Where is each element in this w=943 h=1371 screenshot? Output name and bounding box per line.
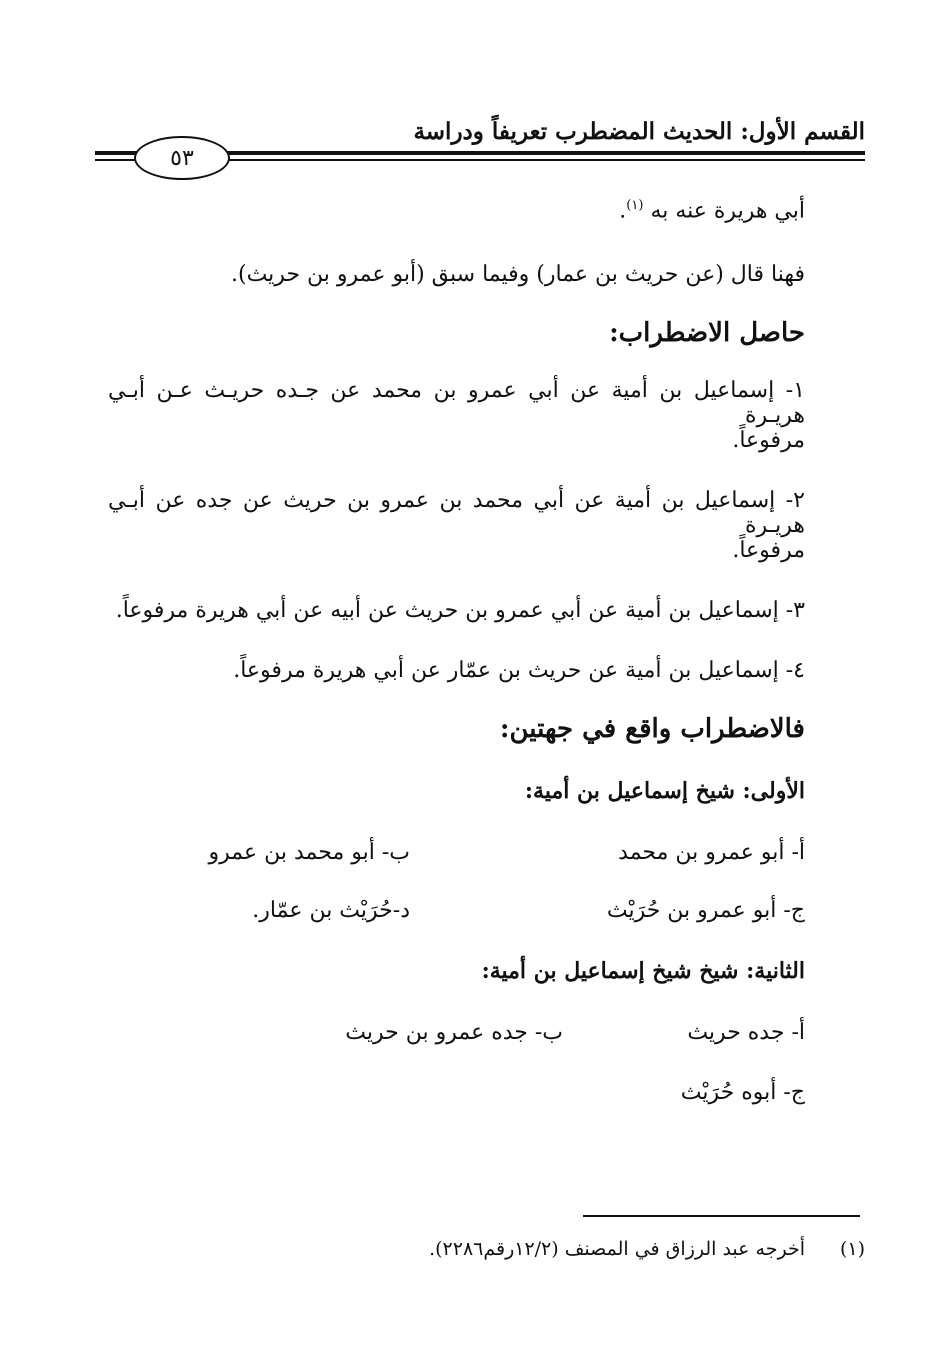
footnote-number: (١) <box>839 1238 865 1260</box>
heading-two-aspects: فالاضطراب واقع في جهتين: <box>499 714 805 744</box>
page-number-oval <box>134 136 230 180</box>
second-option-a: أ- جده حريث <box>687 1020 805 1045</box>
body-line-2: فهنا قال (عن حريث بن عمار) وفيما سبق (أبو عمرو بن حريث). <box>231 262 805 287</box>
item-1-line-b: مرفوعاً. <box>732 428 805 453</box>
running-title: القسم الأول: الحديث المضطرب تعريفاً ودراسة <box>413 118 865 145</box>
body-line-1 <box>619 198 805 223</box>
page-number: ٥٣ <box>170 145 194 171</box>
item-2-line-b: مرفوعاً. <box>732 538 805 563</box>
heading-summary: حاصل الاضطراب: <box>609 318 805 348</box>
body-line-1-end: . <box>619 198 627 224</box>
item-3: ٣- إسماعيل بن أمية عن أبي عمرو بن حريث عن أبيه عن أبي هريرة مرفوعاً. <box>115 598 805 623</box>
footnote-ref: (١) <box>626 198 644 213</box>
first-option-d: د-حُرَيْث بن عمّار. <box>252 898 410 923</box>
footnote-text: أخرجه عبد الرزاق في المصنف (١٢/٢رقم٢٢٨٦). <box>429 1238 805 1260</box>
first-option-b: ب- أبو محمد بن عمرو <box>208 840 410 865</box>
footnote-rule <box>583 1215 860 1217</box>
item-4: ٤- إسماعيل بن أمية عن حريث بن عمّار عن أبي هريرة مرفوعاً. <box>233 658 805 683</box>
first-option-c: ج- أبو عمرو بن حُرَيْث <box>606 898 805 923</box>
first-option-a: أ- أبو عمرو بن محمد <box>618 840 805 865</box>
header-rule-left-thin <box>95 159 139 161</box>
second-option-c: ج- أبوه حُرَيْث <box>680 1080 805 1105</box>
second-option-b: ب- جده عمرو بن حريث <box>345 1020 563 1045</box>
item-2-line-a: ٢- إسماعيل بن أمية عن أبي محمد بن عمرو بن حريث عن جده عن أبـي هريـرة <box>108 488 805 538</box>
second-aspect-label: الثانية: شيخ شيخ إسماعيل بن أمية: <box>481 958 805 984</box>
header-rule-thick <box>224 151 865 155</box>
header-rule-left-thick <box>95 151 139 155</box>
body-line-1-text: أبي هريرة عنه به <box>650 198 805 224</box>
header-rule-thin <box>224 159 865 161</box>
item-1-line-a: ١- إسماعيل بن أمية عن أبي عمرو بن محمد عن جـده حريـث عـن أبـي هريـرة <box>108 378 805 428</box>
first-aspect-label: الأولى: شيخ إسماعيل بن أمية: <box>524 778 805 804</box>
